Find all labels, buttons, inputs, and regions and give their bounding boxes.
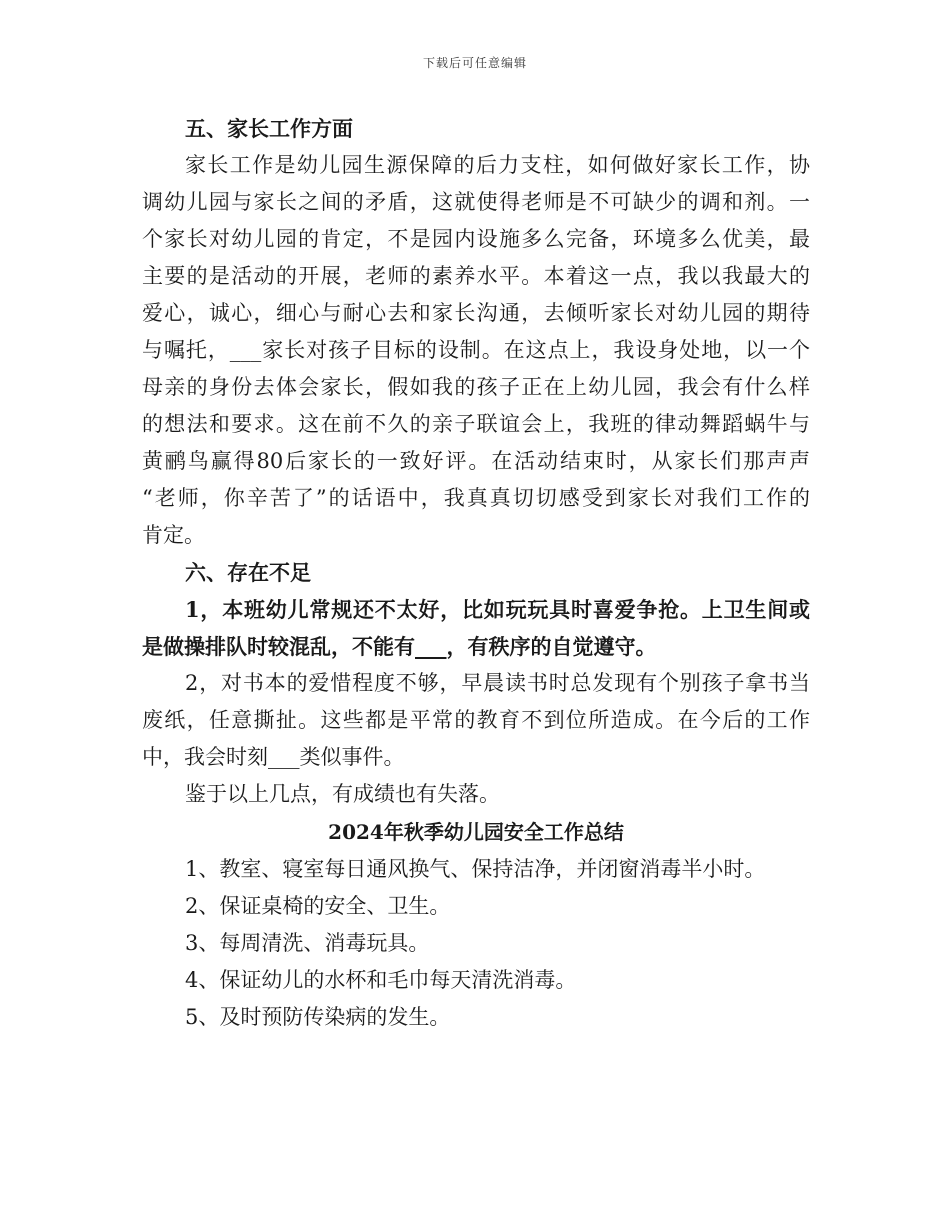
paragraph-line: 1，本班幼儿常规还不太好，比如玩玩具时喜爱争抢。上卫生间或: [185, 597, 810, 622]
section-heading-shortcomings: 六、存在不足: [185, 560, 311, 585]
shortcoming-item-2: [142, 665, 810, 776]
paragraph-line: 2，对书本的爱惜程度不够，早晨读书时总发现有个别孩子拿书当: [185, 671, 810, 695]
page-header: 下载后可任意编辑: [422, 56, 527, 70]
conclusion-text: 鉴于以上几点，有成绩也有失落。: [185, 782, 500, 806]
paragraph-line: 母亲的身份去体会家长，假如我的孩子正在上幼儿园，我会有什么样: [142, 375, 810, 399]
list-item: 4、保证幼儿的水杯和毛巾每天清洗消毒。: [185, 968, 577, 992]
list-item: 3、每周清洗、消毒玩具。: [185, 931, 430, 955]
list-item: 2、保证桌椅的安全、卫生。: [185, 894, 451, 918]
paragraph-line: 黄鹂鸟赢得80后家长的一致好评。在活动结束时，从家长们那声声: [142, 449, 810, 473]
paragraph-line: 废纸，任意撕扯。这些都是平常的教育不到位所造成。在今后的工作: [142, 708, 810, 732]
paragraph-line: 肯定。: [142, 523, 205, 547]
list-item: 5、及时预防传染病的发生。: [185, 1005, 451, 1029]
document-body: [142, 110, 810, 1036]
paragraph-parent-work: [142, 147, 810, 554]
list-item: 1、教室、寝室每日通风换气、保持洁净，并闭窗消毒半小时。: [185, 857, 766, 881]
shortcoming-item-1: [142, 591, 810, 665]
paragraph-line: 主要的是活动的开展，老师的素养水平。本着这一点，我以我最大的: [142, 264, 810, 288]
paragraph-line: “老师，你辛苦了”的话语中，我真真切切感受到家长对我们工作的: [142, 486, 810, 510]
paragraph-line: 家长工作是幼儿园生源保障的后力支柱，如何做好家长工作，协: [185, 153, 810, 177]
paragraph-line: 爱心，诚心，细心与耐心去和家长沟通，去倾听家长对幼儿园的期待: [142, 301, 810, 325]
paragraph-line: 与嘱托，___家长对孩子目标的设制。在这点上，我设身处地，以一个: [142, 338, 810, 362]
paragraph-line: 的想法和要求。这在前不久的亲子联谊会上，我班的律动舞蹈蜗牛与: [142, 412, 810, 436]
section-heading-parent-work: 五、家长工作方面: [185, 116, 353, 141]
paragraph-line: 是做操排队时较混乱，不能有___，有秩序的自觉遵守。: [142, 634, 657, 659]
safety-list: [142, 851, 810, 1036]
paragraph-line: 个家长对幼儿园的肯定，不是园内设施多么完备，环境多么优美，最: [142, 227, 810, 251]
safety-summary-title: 2024年秋季幼儿园安全工作总结: [328, 820, 624, 844]
paragraph-line: 调幼儿园与家长之间的矛盾，这就使得老师是不可缺少的调和剂。一: [142, 190, 810, 214]
paragraph-line: 中，我会时刻___类似事件。: [142, 745, 405, 769]
